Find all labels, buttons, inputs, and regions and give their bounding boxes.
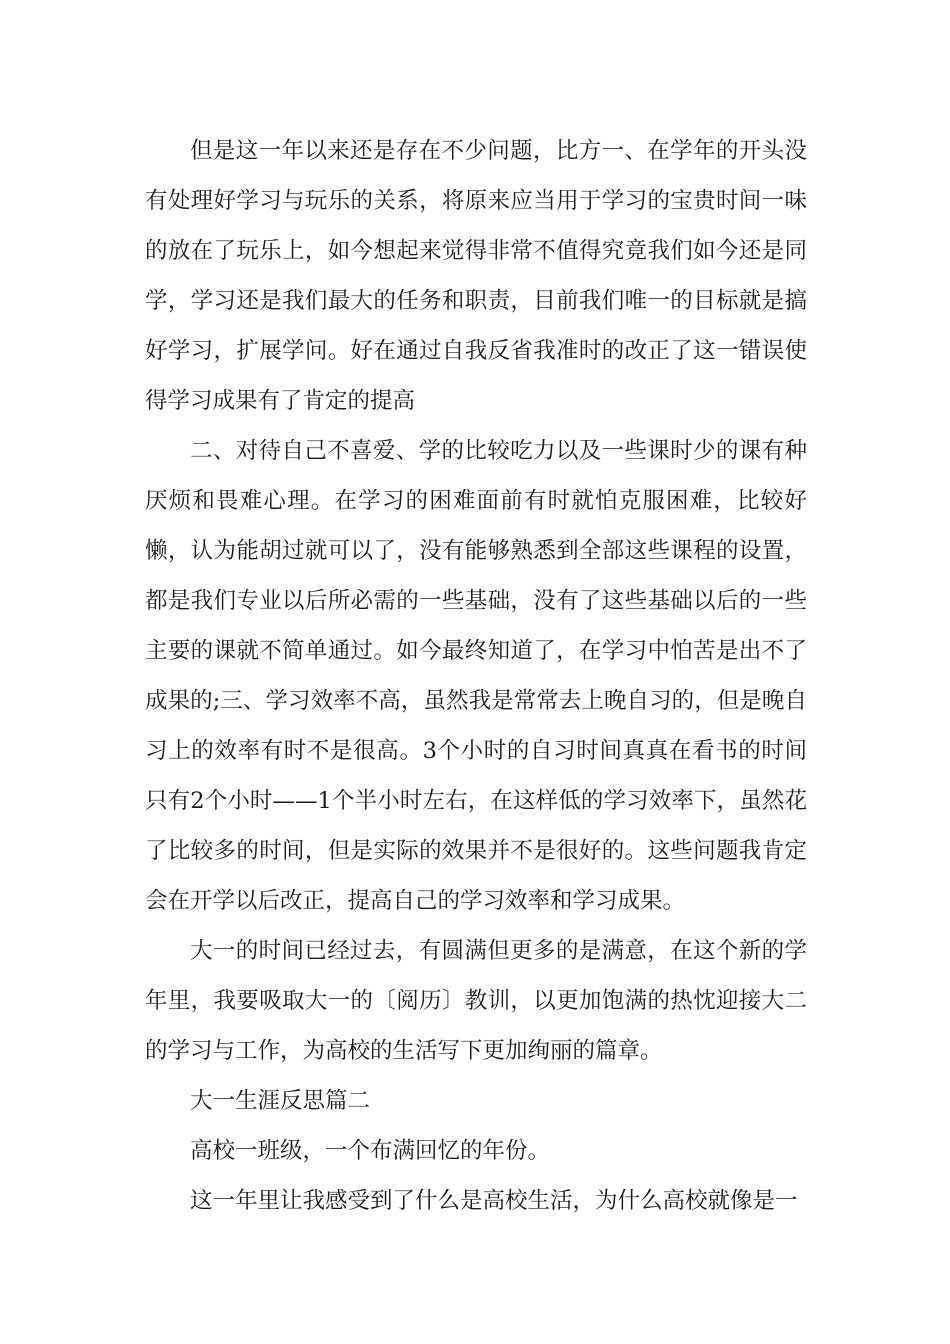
paragraph-continues: 这一年里让我感受到了什么是高校生活，为什么高校就像是一 — [190, 1188, 798, 1214]
paragraph-intro-two: 高校一班级，一个布满回忆的年份。 — [190, 1138, 551, 1164]
paragraph-problems-two-three: 二、对待自己不喜爱、学的比较吃力以及一些课时少的课有种厌烦和畏难心理。在学习的困难面前有时就怕克服困难，比较好懒，认为能胡过就可以了，没有能够熟悉到全部这些课程的设置，都是我们专业以后所必需的一些基础，没有了这些基础以后的一些主要的课就不简单通过。如今最终知道了，在学习中怕苦是出不了成果的;三、学习效率不高，虽然我是常常去上晚自习的，但是晚自习上的效率有时不是很高。3个小时的自习时间真真在看书的时间只有2个小时——1个半小时左右，在这样低的学习效率下，虽然花了比较多的时间，但是实际的效果并不是很好的。这些问题我肯定会在开学以后改正，提高自己的学习效率和学习成果。 — [145, 438, 807, 914]
paragraph-problems-intro: 但是这一年以来还是存在不少问题，比方一、在学年的开头没有处理好学习与玩乐的关系，将原来应当用于学习的宝贵时间一味的放在了玩乐上，如今想起来觉得非常不值得究竟我们如今还是同学，学习还是我们最大的任务和职责，目前我们唯一的目标就是搞好学习，扩展学问。好在通过自我反省我准时的改正了这一错误使得学习成果有了肯定的提高 — [145, 138, 807, 414]
section-heading: 大一生涯反思篇二 — [190, 1088, 371, 1114]
document-body — [145, 126, 807, 1226]
paragraph-conclusion: 大一的时间已经过去，有圆满但更多的是满意，在这个新的学年里，我要吸取大一的〔阅历〕教训，以更加饱满的热忱迎接大二的学习与工作，为高校的生活写下更加绚丽的篇章。 — [145, 938, 807, 1064]
